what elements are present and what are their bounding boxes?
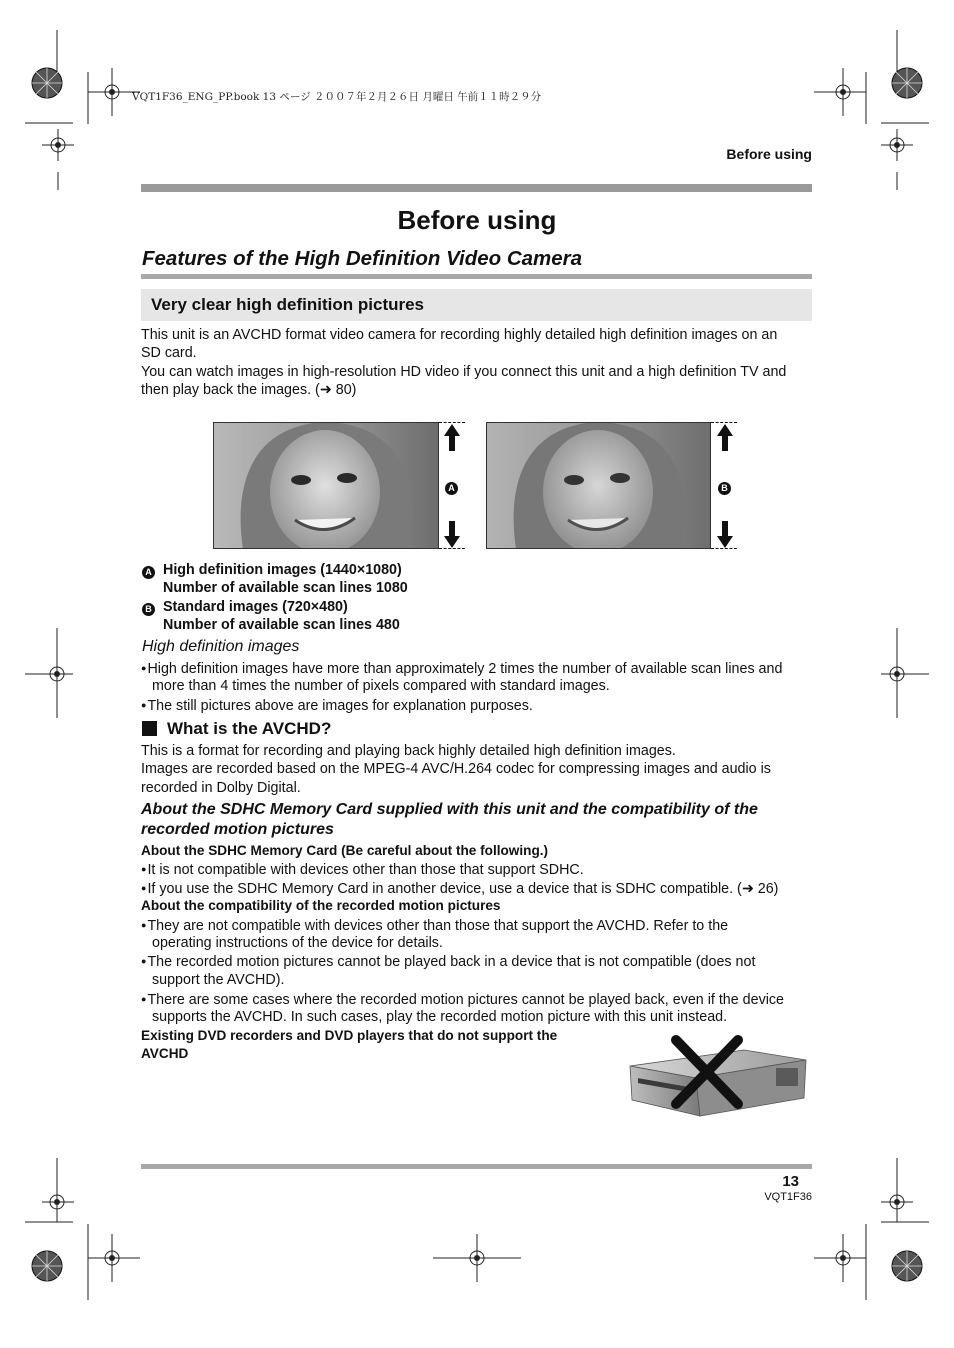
badge-a: A [445, 482, 458, 495]
label-b-marker [718, 479, 731, 497]
intro-line: then play back the images. (➜ 80) [141, 382, 357, 398]
bullet-item [141, 916, 728, 936]
badge-a: A [142, 566, 155, 579]
avchd-line: Images are recorded based on the MPEG-4 AVC/H.264 codec for compressing images and audio is [141, 761, 771, 777]
dvd-note: AVCHD [141, 1046, 189, 1061]
badge-b: B [718, 482, 731, 495]
subsection-title: Very clear high definition pictures [151, 295, 425, 314]
top-rule [141, 184, 812, 192]
sdhc-heading: About the SDHC Memory Card supplied with this unit and the compatibility of the [141, 801, 758, 818]
sdhc-subheading: About the compatibility of the recorded motion pictures [141, 898, 501, 913]
scan-top-marker [711, 422, 737, 423]
bullet-dot: ● [141, 864, 147, 874]
intro-line: SD card. [141, 345, 197, 361]
caption-a-marker [142, 563, 155, 581]
bottom-rule [141, 1164, 812, 1169]
scan-top-marker [439, 422, 465, 423]
section-rule [141, 274, 812, 279]
bullet-dot: ● [141, 700, 147, 710]
badge-b: B [142, 603, 155, 616]
avchd-heading: What is the AVCHD? [167, 719, 332, 738]
caption-a-line1: High definition images (1440×1080) [163, 562, 402, 578]
bullet-dot: ● [141, 920, 147, 930]
model-code: VQT1F36 [764, 1191, 812, 1203]
bullet-text: There are some cases where the recorded motion pictures cannot be played back, even if the device [147, 992, 785, 1008]
scan-bottom-marker [711, 548, 737, 549]
avchd-line: This is a format for recording and playing back highly detailed high definition images. [141, 743, 676, 759]
bullet-item [141, 696, 533, 716]
running-header: Before using [726, 146, 812, 162]
scan-bottom-marker [439, 548, 465, 549]
bullet-text: The recorded motion pictures cannot be played back in a device that is not compatible (does not [147, 954, 756, 970]
bullet-text: They are not compatible with devices other than those that support the AVCHD. Refer to the [147, 918, 729, 934]
bullet-item [141, 659, 782, 679]
bullet-text: If you use the SDHC Memory Card in another device, use a device that is SDHC compatible. (➜ 26) [147, 881, 779, 897]
print-header: VQT1F36_ENG_PP.book 13 ページ ２００７年２月２６日 月曜日 午前１１時２９分 [132, 91, 542, 103]
sd-sample-photo [486, 422, 711, 549]
bullet-text: It is not compatible with devices other than those that support SDHC. [147, 862, 584, 878]
caption-b-line2: Number of available scan lines 480 [163, 617, 400, 633]
caption-b-line1: Standard images (720×480) [163, 599, 348, 615]
bullet-dot: ● [141, 994, 147, 1004]
bullet-dot: ● [141, 663, 147, 673]
bullet-text: The still pictures above are images for explanation purposes. [147, 698, 533, 714]
subsection-band [141, 289, 812, 321]
caption-b-marker [142, 600, 155, 618]
sdhc-subheading: About the SDHC Memory Card (Be careful about the following.) [141, 843, 549, 858]
bullet-continuation: support the AVCHD). [152, 972, 285, 988]
bullet-continuation: supports the AVCHD. In such cases, play the recorded motion picture with this unit instead. [152, 1009, 728, 1025]
section-title: Features of the High Definition Video Camera [142, 247, 583, 270]
bullet-continuation: more than 4 times the number of pixels compared with standard images. [152, 678, 610, 694]
intro-line: This unit is an AVCHD format video camera for recording highly detailed high definition images on an [141, 327, 778, 343]
bullet-dot: ● [141, 883, 147, 893]
page-number: 13 [782, 1173, 799, 1190]
sdhc-heading: recorded motion pictures [141, 821, 334, 838]
dvd-note: Existing DVD recorders and DVD players that do not support the [141, 1028, 558, 1043]
hd-sample-photo [213, 422, 439, 549]
bullet-dot: ● [141, 956, 147, 966]
bullet-item [141, 879, 778, 899]
avchd-line: recorded in Dolby Digital. [141, 780, 301, 796]
caption-a-line2: Number of available scan lines 1080 [163, 580, 408, 596]
bullet-item [141, 990, 784, 1010]
label-a-marker [445, 479, 458, 497]
bullet-text: High definition images have more than approximately 2 times the number of available scan lines and [147, 661, 783, 677]
bullet-item [141, 860, 584, 880]
dvd-recorder-crossed-icon [626, 1032, 810, 1124]
hd-heading: High definition images [142, 638, 300, 655]
heading-square-icon [142, 721, 157, 736]
bullet-continuation: operating instructions of the device for details. [152, 935, 443, 951]
bullet-item [141, 952, 755, 972]
page-title: Before using [397, 205, 557, 235]
intro-line: You can watch images in high-resolution HD video if you connect this unit and a high definition TV and [141, 364, 787, 380]
